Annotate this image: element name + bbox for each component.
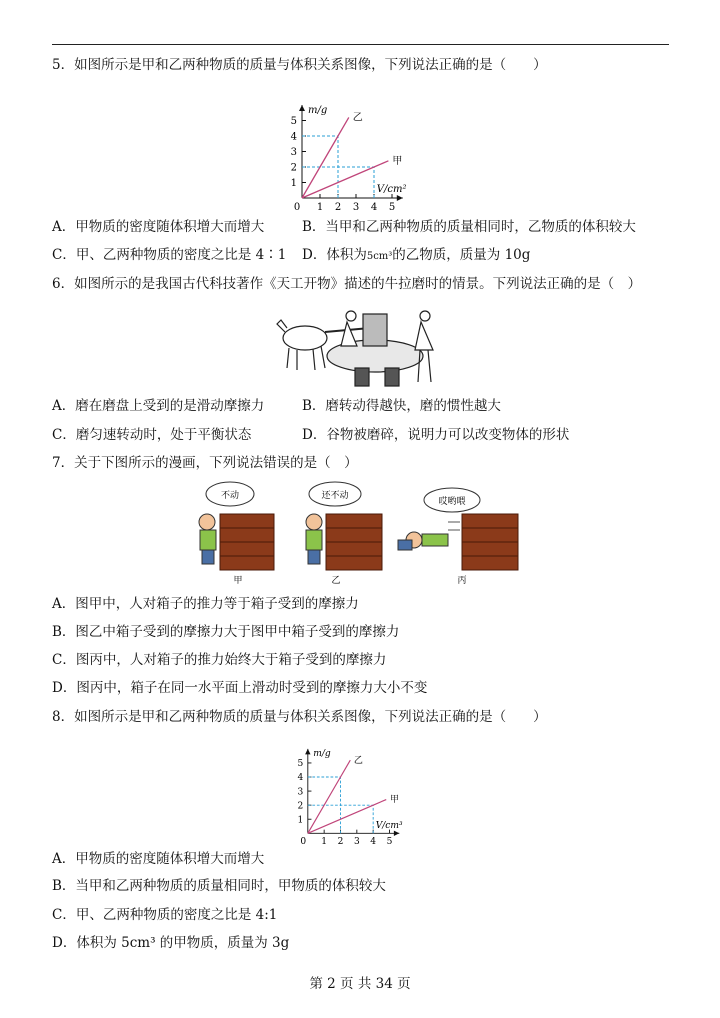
page-footer: 第 2 页 共 34 页 [309,976,411,992]
q7-stem: 7．关于下图所示的漫画，下列说法错误的是（ ） [52,455,358,471]
q7-option-c[interactable]: C．图丙中，人对箱子的推力始终大于箱子受到的摩擦力 [52,652,387,668]
series-yi-label: 乙 [352,112,363,124]
x-tick-label: 0 [293,202,301,212]
q8-option-d[interactable]: D．体积为 5cm³ 的甲物质，质量为 3g [52,935,290,951]
x-axis-label: V/cm² [376,184,407,195]
x-tick-label: 1 [321,837,328,846]
q5-option-b[interactable]: B．当甲和乙两种物质的质量相同时，乙物质的体积较大 [302,219,636,235]
q6-ox-mill-illustration [275,298,445,390]
q6-option-a[interactable]: A．磨在磨盘上受到的是滑动摩擦力 [52,398,265,414]
series-jia-label: 甲 [392,155,403,167]
q5-option-d-unit: 5cm³ [366,251,393,262]
y-axis-label: m/g [313,749,331,760]
series-yi-line [308,760,350,833]
y-tick-label: 5 [297,759,304,770]
q6-stem: 6．如图所示的是我国古代科技著作《天工开物》描述的牛拉磨时的情景。下列说法正确的是（ ） [52,276,642,292]
y-tick-label: 3 [297,787,304,798]
q8-option-b[interactable]: B．当甲和乙两种物质的质量相同时，甲物质的体积较大 [52,878,386,894]
ox-figure [277,320,327,370]
q8-option-c[interactable]: C．甲、乙两种物质的密度之比是 4:1 [52,907,278,923]
q6-option-d[interactable]: D．谷物被磨碎，说明力可以改变物体的形状 [302,427,570,443]
q5-stem: 5．如图所示是甲和乙两种物质的质量与体积关系图像，下列说法正确的是（ ） [52,57,547,73]
q8-stem: 8．如图所示是甲和乙两种物质的质量与体积关系图像，下列说法正确的是（ ） [52,709,547,725]
panel-bing [398,488,518,586]
x-tick-label: 5 [388,202,396,212]
q6-option-b[interactable]: B．磨转动得越快，磨的惯性越大 [302,398,501,414]
x-axis-arrow [394,831,399,836]
x-axis-arrow [397,195,403,201]
x-tick-label: 4 [370,837,377,846]
y-tick-label: 4 [297,773,304,784]
y-tick-label: 5 [290,116,297,127]
q7-option-a[interactable]: A．图甲中，人对箱子的推力等于箱子受到的摩擦力 [52,596,359,612]
q5-option-c[interactable]: C．甲、乙两种物质的密度之比是 4∶1 [52,247,287,263]
x-axis-label: V/cm³ [375,820,403,831]
header-rule [52,44,669,45]
x-tick-label: 4 [370,202,378,212]
series-jia-label: 甲 [389,795,399,806]
series-jia-line [302,161,388,198]
q5-mass-volume-graph [280,82,450,212]
x-tick-label: 1 [316,202,324,212]
q5-option-d-post: 的乙物质，质量为 10g [392,247,531,263]
y-tick-label: 3 [290,147,297,158]
bubble-jia: 不动 [220,491,240,501]
x-tick-label: 3 [352,202,360,212]
q7-cartoon [190,478,530,588]
panel-jia [199,482,274,586]
q5-option-a[interactable]: A．甲物质的密度随体积增大而增大 [52,219,265,235]
caption-yi: 乙 [331,576,341,586]
q7-option-d[interactable]: D．图丙中，箱子在同一水平面上滑动时受到的摩擦力大小不变 [52,680,428,696]
y-tick-label: 2 [290,162,297,174]
x-tick-label: 2 [337,837,344,846]
y-axis-arrow [305,749,310,754]
series-yi-label: 乙 [353,755,364,766]
series-yi-line [302,117,349,198]
y-axis-arrow [299,105,305,111]
bubble-yi: 还不动 [321,491,349,501]
y-tick-label: 1 [297,815,304,826]
bubble-bing: 哎哟喂 [438,497,466,507]
y-axis-label: m/g [308,105,328,116]
y-tick-label: 4 [290,131,297,143]
q7-option-b[interactable]: B．图乙中箱子受到的摩擦力大于图甲中箱子受到的摩擦力 [52,624,400,640]
q6-option-c[interactable]: C．磨匀速转动时，处于平衡状态 [52,427,252,443]
q8-mass-volume-graph [285,728,445,846]
x-tick-label: 2 [334,202,342,212]
caption-jia: 甲 [233,576,243,586]
q5-option-d[interactable] [302,246,530,266]
millstone [327,314,423,386]
y-tick-label: 1 [290,178,297,189]
caption-bing: 丙 [457,576,467,586]
q8-option-a[interactable]: A．甲物质的密度随体积增大而增大 [52,851,265,867]
series-jia-line [308,800,386,834]
y-tick-label: 2 [297,801,304,812]
x-tick-label: 5 [386,837,393,846]
x-tick-label: 3 [353,837,360,846]
q5-option-d-pre: D．体积为 [302,247,367,263]
panel-yi [306,482,382,586]
x-tick-label: 0 [300,837,307,846]
